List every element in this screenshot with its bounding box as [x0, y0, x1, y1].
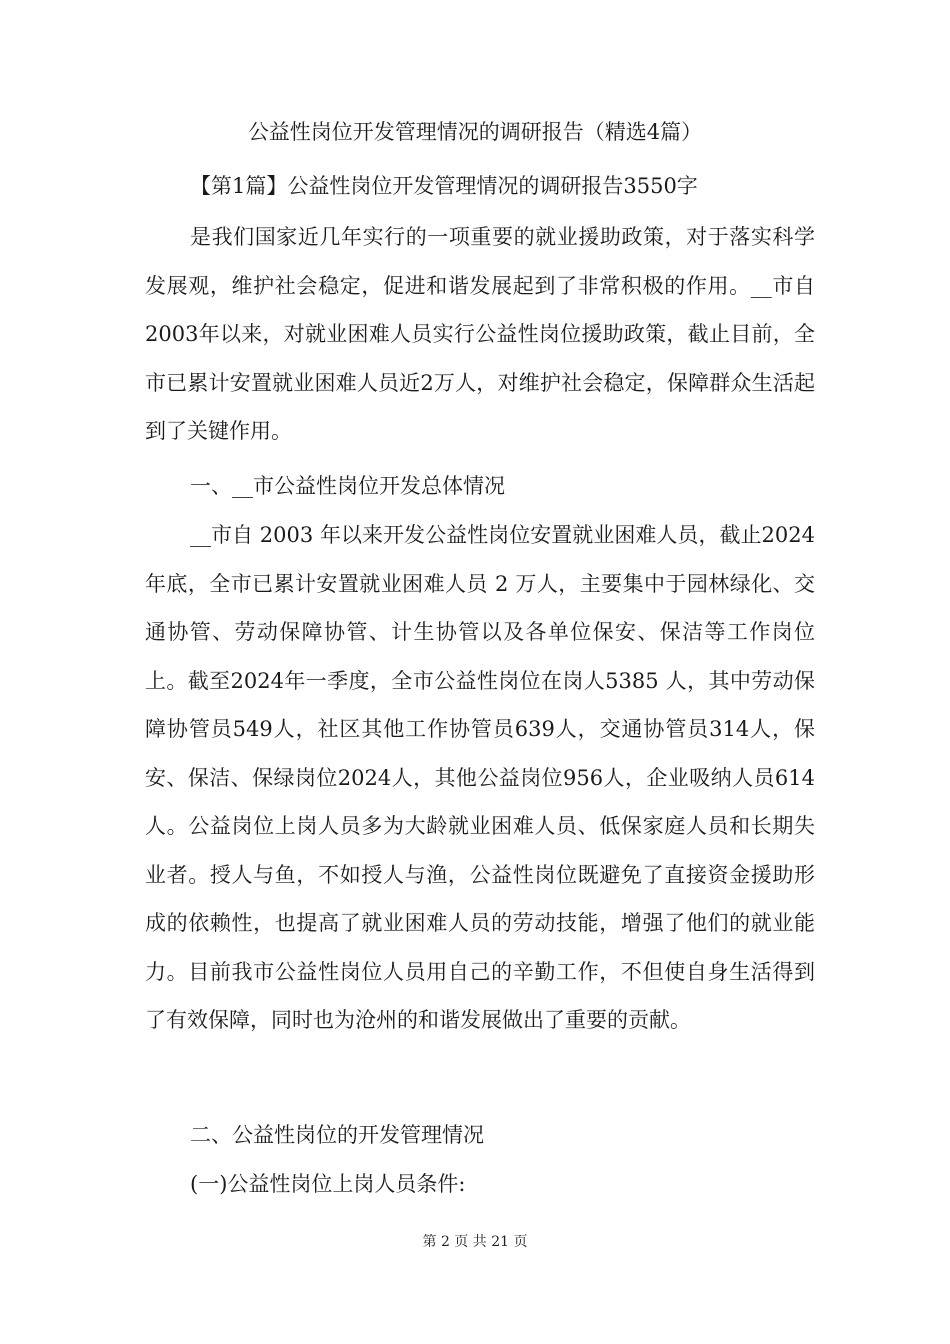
paragraph-overview: __市自 2003 年以来开发公益性岗位安置就业困难人员，截止2024年底，全市已累计安置就业困难人员 2 万人，主要集中于园林绿化、交通协管、劳动保障协管、计生协管以及各单位保安、保洁等工作岗位上。截至2024年一季度，全市公益性岗位在岗人5385 人，其中劳动保障协管员549人，社区其他工作协管员639人，交通协管员314人，保安、保洁、保绿岗位2024人，其他公益岗位956人，企业吸纳人员614人。公益岗位上岗人员多为大龄就业困难人员、低保家庭人员和长期失业者。授人与鱼，不如授人与渔，公益性岗位既避免了直接资金援助形成的依赖性，也提高了就业困难人员的劳动技能，增强了他们的就业能力。目前我市公益性岗位人员用自己的辛勤工作，不但使自身生活得到了有效保障，同时也为沧州的和谐发展做出了重要的贡献。 [145, 523, 815, 1032]
document-title: 公益性岗位开发管理情况的调研报告（精选4篇） [247, 120, 703, 144]
article-heading: 【第1篇】公益性岗位开发管理情况的调研报告3550字 [190, 174, 698, 198]
paragraph-intro: 是我们国家近几年实行的一项重要的就业援助政策，对于落实科学发展观，维护社会稳定，促进和谐发展起到了非常积极的作用。__市自2003年以来，对就业困难人员实行公益性岗位援助政策，截止目前，全市已累计安置就业困难人员近2万人，对维护社会稳定，保障群众生活起到了关键作用。 [145, 225, 815, 443]
section-1-heading: 一、__市公益性岗位开发总体情况 [190, 474, 505, 498]
section-2-heading: 二、公益性岗位的开发管理情况 [190, 1123, 484, 1147]
page-indicator: 第 2 页 共 21 页 [422, 1234, 528, 1250]
subsection-1-heading: (一)公益性岗位上岗人员条件: [190, 1172, 466, 1196]
